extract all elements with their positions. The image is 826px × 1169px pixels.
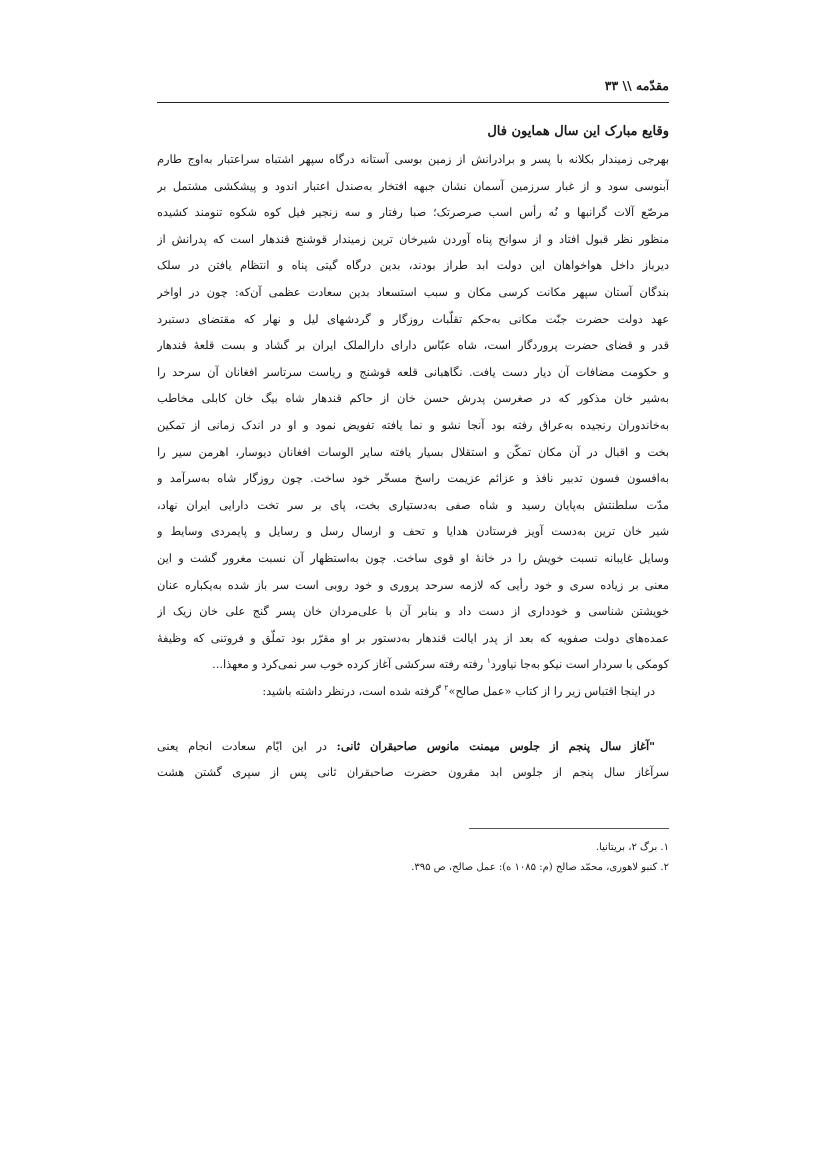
footnote-1: ۱. برگ ۲، بریتانیا.: [595, 842, 669, 853]
body-line: دیرباز داخل هواخواهان این دولت ابد طراز بودند، بدین درگاه گیتی پناه و انتظام یافتن در سلک: [157, 259, 669, 273]
body-line: بخت و اقبال در آن مکان تمکّن و استقلال بسیار یافته سایر الوسات افغانان دیوسار، اهرمن سیر را: [157, 445, 669, 459]
body-line: قدر و قضای حضرت پروردگار است، شاه عبّاس دارای دارالملک ایران بر گشاد و بست قلعۀ قندهار: [157, 339, 669, 353]
body-line: بندگان آستان سپهر مکانت کرسی مکان و سبب استسعاد بدین سعادت عظمی آن‌که: چون در اواخر: [157, 285, 669, 299]
quote-line-2: سرآغاز سال پنجم از جلوس ابد مقرون حضرت صاحبقران ثانی پس از سپری گشتن هشت: [157, 765, 669, 779]
footnote-ref-2[interactable]: ۲: [444, 683, 449, 693]
body-line: بهرجی زمیندار بکلانه با پسر و برادرانش از زمین بوسی آستانه درگاه سپهر اشتباه سراعتبار به‌اوج طارم: [157, 153, 669, 166]
footnote-ref-1[interactable]: ۱: [486, 656, 491, 666]
body-line: خویشتن شناسی و خودداری از دست داد و بنابر آن با علی‌مردان خان پسر گنج علی خان زیک از: [157, 605, 669, 619]
footnotes: [157, 838, 669, 878]
body-line: به‌شیر خان مذکور که در صغرسن پدرش حسن خان از حاکم قندهار شاه بیگ خان کابلی مخاطب: [157, 392, 669, 406]
quote-bold-lead: "آغاز سال پنجم از جلوس میمنت مانوس صاحبقران ثانی:: [336, 739, 655, 753]
body-line: مرصّع آلات گرانبها و نُه رأس اسب صرصرتک؛ صبا رفتار و سه زنجیر فیل کوه شکوه تنومند کشیده: [157, 206, 669, 220]
quote-line-1: [157, 733, 669, 760]
quote-block: [157, 733, 669, 786]
header-rule: [157, 102, 669, 103]
footnote-rule: [469, 828, 669, 829]
body-line: به‌خاندوران رنجیده به‌عراق رفته بود آنجا نشو و نما یافته تفویض نمود و او در اندک زمانی از تمکین: [157, 418, 669, 432]
quote-line-1-rest: در این ایّام سعادت انجام یعنی: [157, 740, 337, 753]
citation-text: در اینجا اقتباس زیر را از کتاب «عمل صالح»: [448, 684, 655, 698]
body-last-line: [157, 652, 669, 679]
body-line: شیر خان ترین به‌دست آویز فرستادن هدایا و تحف و ارسال رسل و رسایل و پایمردی وسایط و: [157, 525, 669, 539]
body-last-line-rest: رفته رفته سرکشی آغاز کرده خوب سر نمی‌کرد و معهذا...: [212, 658, 487, 672]
section-heading: وقایع مبارک این سال همایون فال: [487, 124, 669, 139]
citation-rest: گرفته شده است، درنظر داشته باشید:: [262, 684, 445, 698]
citation-line: [157, 679, 669, 706]
body-line: عهد دولت حضرت جنّت مکانی به‌حکم تقلّبات روزگار و گردشهای لیل و نهار که مقتضای دستبرد: [157, 312, 669, 326]
footnote-2: ۲. کنبو لاهوری، محمّد صالح (م: ۱۰۸۵ ه): عمل صالح، ص ۳۹۵.: [411, 862, 669, 873]
body-line: منظور نظر قبول افتاد و از سوانح پناه آوردن شیرخان ترین زمیندار قوشنج قندهار است که پدرانش از: [157, 232, 669, 246]
body-line: عمده‌های دولت صفویه که بعد از پدر ایالت قندهار به‌دستور بر او مقرّر بود تملّق و فروتنی که وظیفۀ: [157, 631, 669, 645]
body-line: معنی بر زیاده سری و خود رأیی که لازمه سرحد پروری و خود روبی است سر باز شده به‌یکباره عنان: [157, 578, 669, 592]
body-line: وسایل غایبانه نسبت خویش را در خانۀ او قوی ساخت. چون به‌استظهار آن نسبت مغرور گشت و این: [157, 551, 669, 565]
running-head: مقدّمه \\ ۳۳: [604, 78, 669, 93]
body-last-line-text: کومکی با سردار است نیکو به‌جا نیاورد: [490, 658, 669, 672]
body-line: آبنوسی سود و از غبار سرزمین آسمان نشان جبهه افتخار به‌صندل اعتبار اندود و پیشکشی مشتمل بر: [157, 179, 669, 193]
body-line: به‌افسون فسون تدبیر نافذ و عزائم عزیمت راسخ مسخّر خود ساخت. چون روزگار شاه به‌سرآمد و: [157, 472, 669, 486]
body-line: و حکومت مضافات آن دیار دست یافت. نگاهبانی قلعه قوشنج و ریاست سرتاسر افغانان آن سرحد را: [157, 365, 669, 379]
body-text: [157, 147, 669, 705]
body-line: مدّت سلطنتش به‌پایان رسید و شاه صفی به‌دستیاری بخت، پای بر سر تخت دارایی ایران نهاد،: [157, 498, 669, 512]
